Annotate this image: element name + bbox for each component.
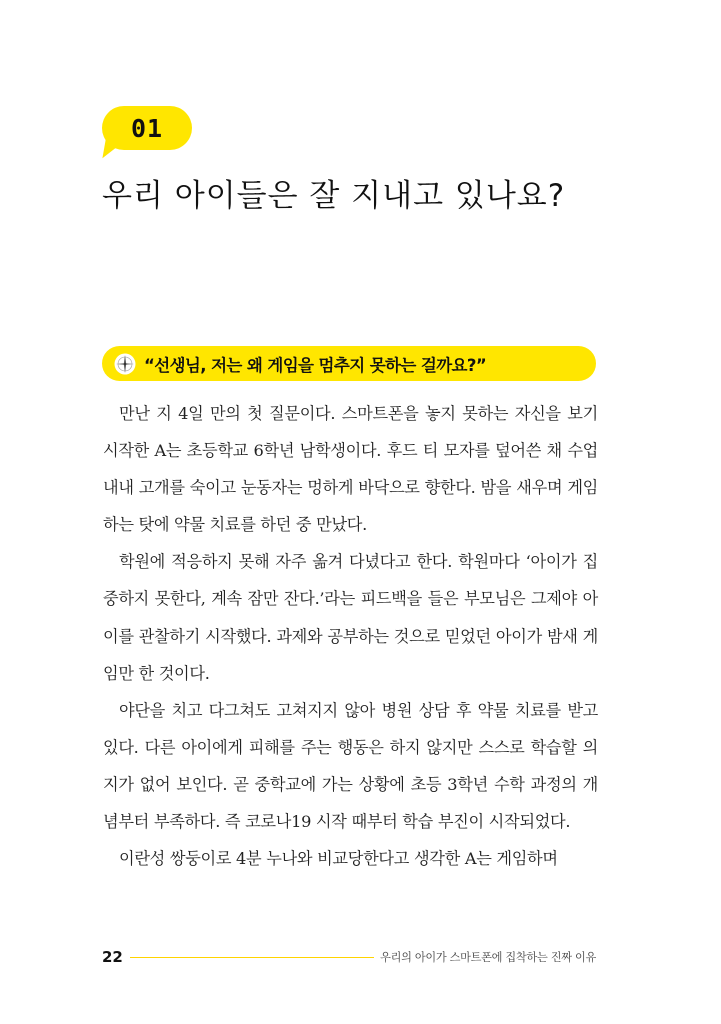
quote-banner <box>102 346 596 381</box>
chapter-title: 우리 아이들은 잘 지내고 있나요? <box>102 178 566 214</box>
paragraph: 이란성 쌍둥이로 4분 누나와 비교당한다고 생각한 A는 게임하며 <box>119 849 558 869</box>
page-footer <box>102 946 596 968</box>
paragraph: 만난 지 4일 만의 첫 질문이다. 스마트폰을 놓지 못하는 자신을 보기 시작한 A는 초등학교 6학년 남학생이다. 후드 티 모자를 덮어쓴 채 수업 내내 고개를 숙이고 눈동자는 멍하게 바닥으로 향한다. 밤을 새우며 게임하는 탓에 약물 치료를 하던 중 만났다. <box>103 404 598 535</box>
page-number: 22 <box>102 948 123 966</box>
paragraph: 학원에 적응하지 못해 자주 옮겨 다녔다고 한다. 학원마다 ‘아이가 집중하지 못한다, 계속 잠만 잔다.’라는 피드백을 들은 부모님은 그제야 아이를 관찰하기 시작했다. 과제와 공부하는 것으로 믿었던 아이가 밤새 게임만 한 것이다. <box>103 552 598 683</box>
body-text <box>103 395 598 877</box>
paragraph: 야단을 치고 다그쳐도 고쳐지지 않아 병원 상담 후 약물 치료를 받고 있다. 다른 아이에게 피해를 주는 행동은 하지 않지만 스스로 학습할 의지가 없어 보인다. 곧 중학교에 가는 상황에 초등 3학년 수학 과정의 개념부터 부족하다. 즉 코로나19 시작 때부터 학습 부진이 시작되었다. <box>103 700 598 832</box>
footer-divider <box>130 957 374 958</box>
chapter-badge <box>102 106 192 150</box>
running-title: 우리의 아이가 스마트폰에 집착하는 진짜 이유 <box>380 951 596 964</box>
chapter-number: 01 <box>130 113 164 143</box>
compass-icon <box>114 353 136 375</box>
quote-text: “선생님, 저는 왜 게임을 멈추지 못하는 걸까요?” <box>144 355 487 375</box>
